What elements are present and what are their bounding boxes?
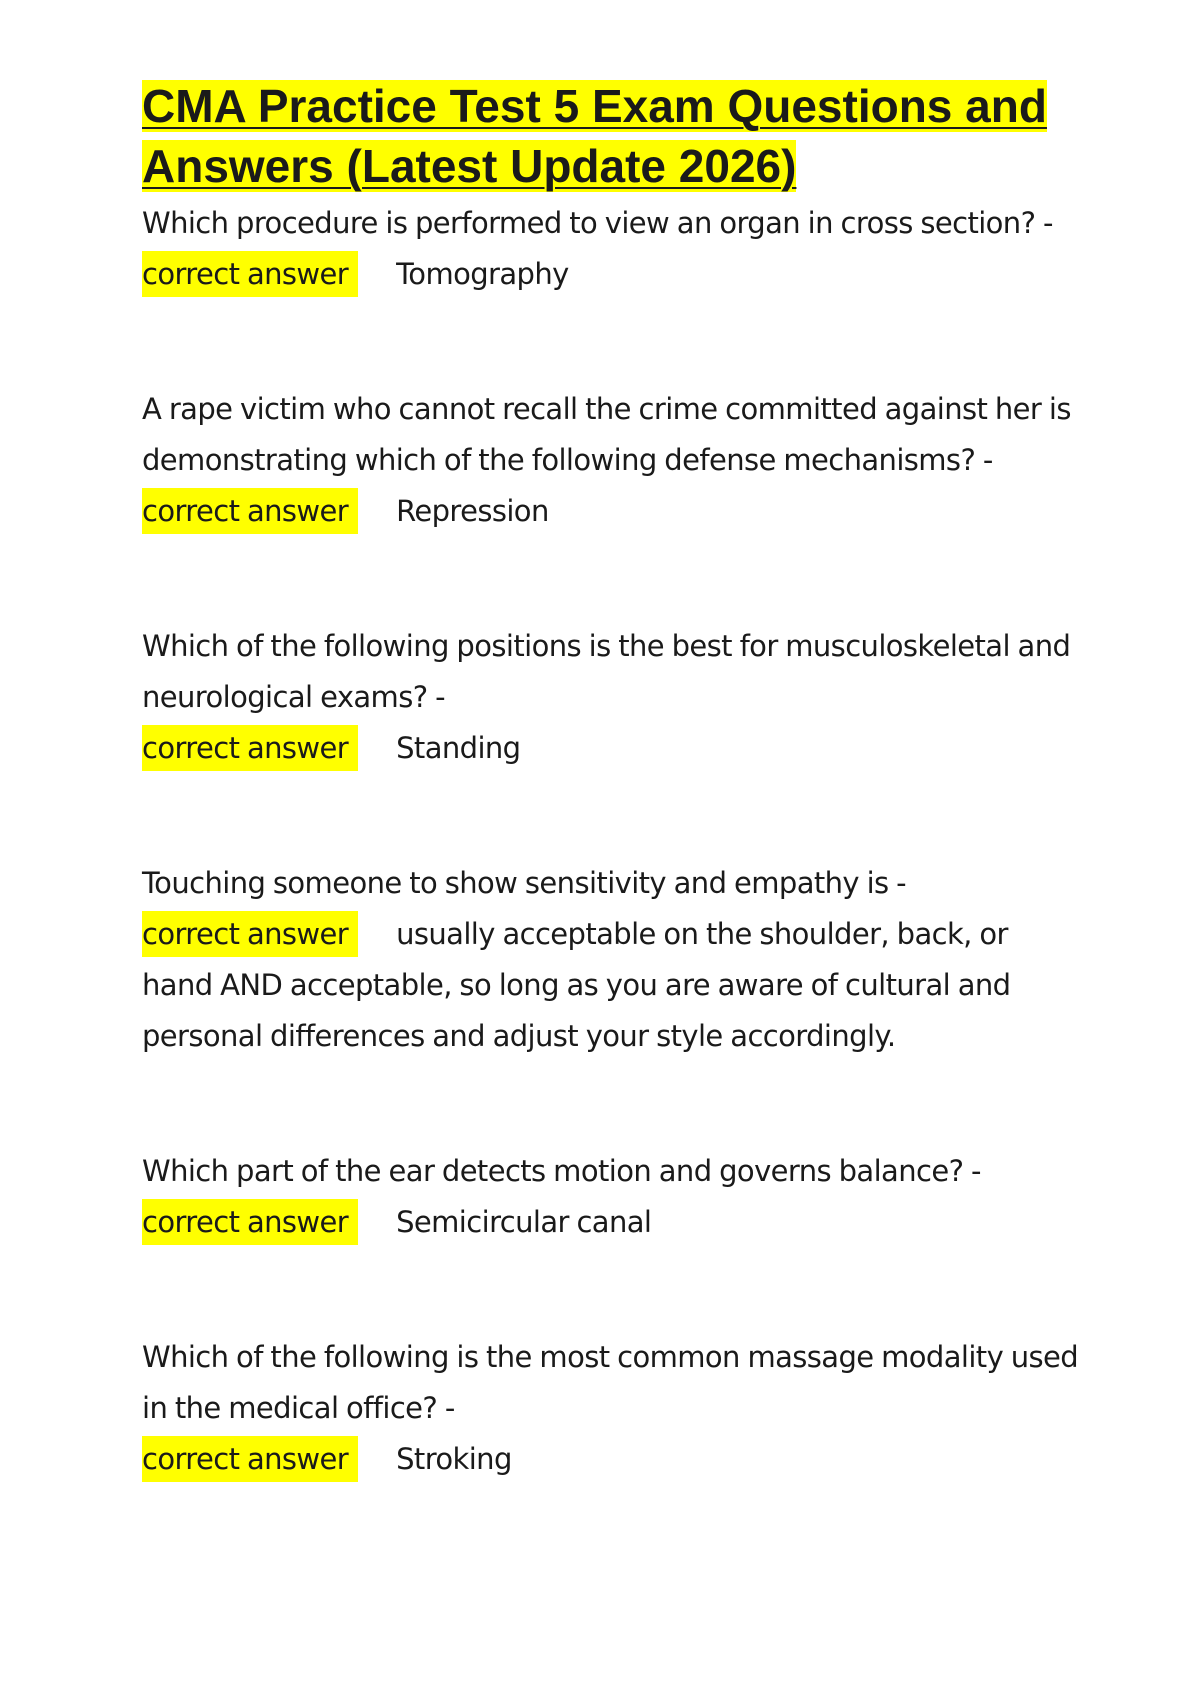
- qa-item: [142, 858, 1082, 1062]
- document-title: [142, 76, 1082, 196]
- document-title-text: CMA Practice Test 5 Exam Questions and Answers (Latest Update 2026): [142, 80, 1047, 192]
- question-text: Which procedure is performed to view an organ in cross section? -: [142, 206, 1053, 240]
- qa-item: [142, 621, 1082, 774]
- question-text: Which part of the ear detects motion and governs balance? -: [142, 1154, 981, 1188]
- correct-answer-marker: correct answer: [142, 251, 358, 297]
- correct-answer-marker: correct answer: [142, 725, 358, 771]
- qa-item: [142, 198, 1082, 300]
- answer-text: Repression: [396, 494, 549, 528]
- qa-item: [142, 1332, 1082, 1485]
- answer-text: Standing: [396, 731, 521, 765]
- answer-text: Tomography: [396, 257, 569, 291]
- question-text: A rape victim who cannot recall the crime committed against her is demonstrating which of the following defense mechanisms? -: [142, 392, 1071, 477]
- correct-answer-marker: correct answer: [142, 911, 358, 957]
- answer-text: usually acceptable on the shoulder, back, or hand AND acceptable, so long as you are aware of cultural and personal differences and adjust your style accordingly.: [142, 917, 1011, 1053]
- question-text: Which of the following is the most common massage modality used in the medical office? -: [142, 1340, 1079, 1425]
- question-text: Which of the following positions is the best for musculoskeletal and neurological exams? -: [142, 629, 1071, 714]
- answer-text: Semicircular canal: [396, 1205, 652, 1239]
- document-content: [142, 76, 1082, 1485]
- answer-text: Stroking: [396, 1442, 512, 1476]
- correct-answer-marker: correct answer: [142, 488, 358, 534]
- qa-item: [142, 1146, 1082, 1248]
- question-text: Touching someone to show sensitivity and empathy is -: [142, 866, 907, 900]
- correct-answer-marker: correct answer: [142, 1436, 358, 1482]
- correct-answer-marker: correct answer: [142, 1199, 358, 1245]
- qa-item: [142, 384, 1082, 537]
